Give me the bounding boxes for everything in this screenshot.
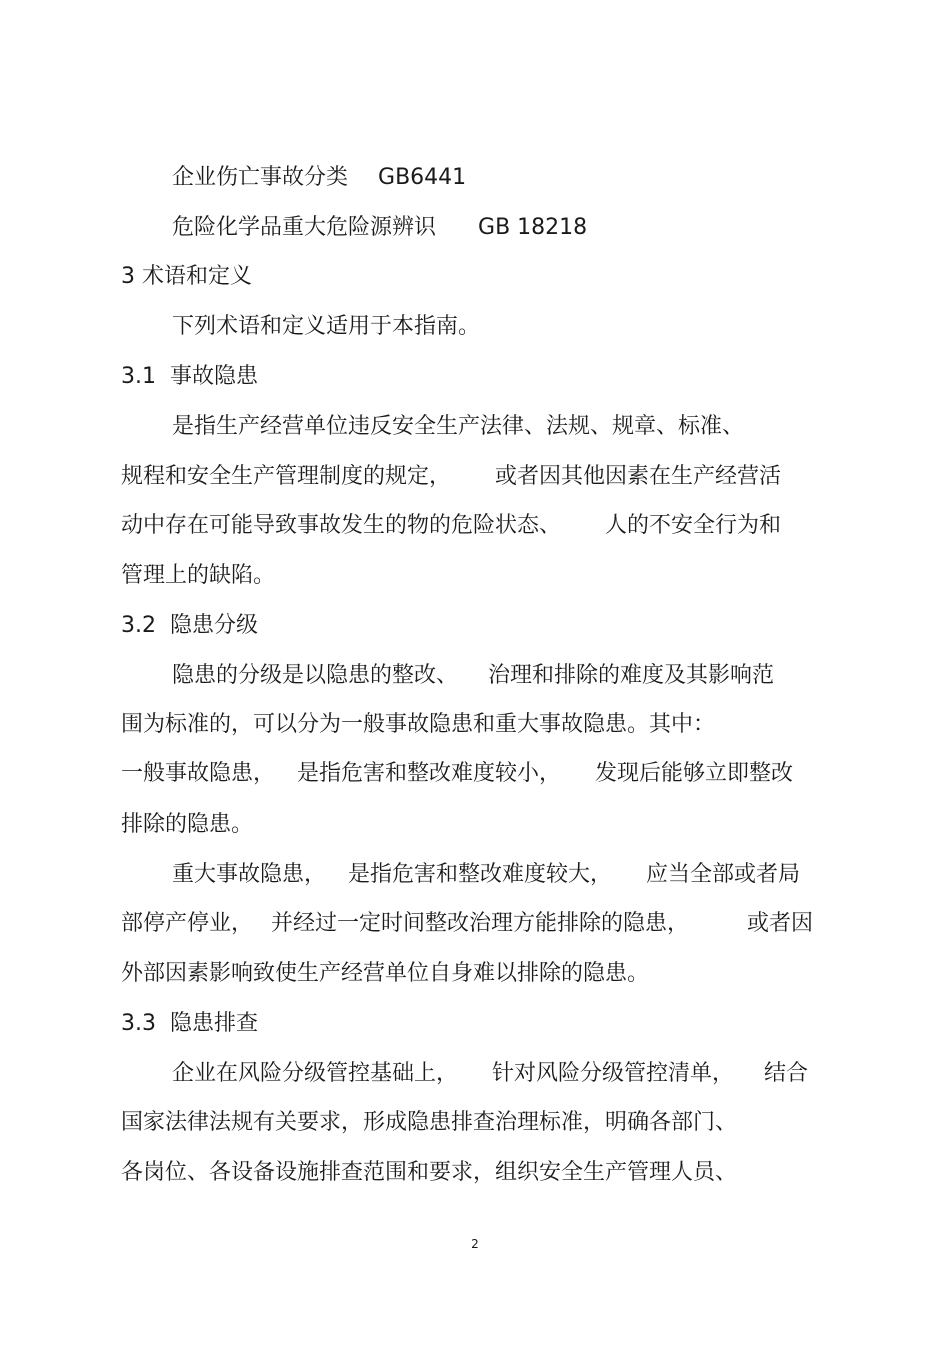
paragraph-line <box>121 759 793 789</box>
paragraph-line <box>172 412 744 442</box>
text-segment: 企业在风险分级管控基础上， <box>172 1061 459 1086</box>
paragraph-line <box>121 710 715 740</box>
text-segment: 动中存在可能导致事故发生的物的危险状态、 <box>121 513 562 538</box>
paragraph-line <box>121 810 253 840</box>
section-heading: 3.3 隐患排查 <box>121 1011 258 1036</box>
paragraph-line <box>121 561 275 591</box>
section-heading: 3.1 事故隐患 <box>121 364 258 389</box>
standard-name: 危险化学品重大危险源辨识 <box>172 215 437 240</box>
paragraph-line <box>172 661 774 691</box>
standard-reference <box>172 163 466 193</box>
text-segment: 是指危害和整改难度较小， <box>297 761 562 786</box>
text-segment: 国家法律法规有关要求，形成隐患排查治理标准，明确各部门、 <box>121 1110 738 1135</box>
text-segment: 结合 <box>764 1061 809 1086</box>
text-segment: 发现后能够立即整改 <box>595 761 794 786</box>
section-heading: 3 术语和定义 <box>121 264 252 289</box>
text-segment: 应当全部或者局 <box>646 862 801 887</box>
text-segment: 人的不安全行为和 <box>605 513 782 538</box>
paragraph-line <box>121 462 781 492</box>
text-segment: 治理和排除的难度及其影响范 <box>488 663 775 688</box>
text-segment: 或者因 <box>747 911 814 936</box>
paragraph-line <box>172 1059 808 1089</box>
text-segment: 管理上的缺陷。 <box>121 563 276 588</box>
page-number: 2 <box>471 1237 479 1251</box>
paragraph-line <box>121 511 781 541</box>
text-segment: 并经过一定时间整改治理方能排除的隐患， <box>271 911 690 936</box>
paragraph-line <box>121 1108 737 1138</box>
paragraph-line <box>121 959 649 989</box>
standard-code: GB6441 <box>378 165 467 190</box>
text-segment: 外部因素影响致使生产经营单位自身难以排除的隐患。 <box>121 961 650 986</box>
paragraph-line <box>121 1158 737 1188</box>
text-segment: 重大事故隐患， <box>172 862 327 887</box>
paragraph-line <box>172 860 800 890</box>
text-segment: 排除的隐患。 <box>121 812 254 837</box>
text-segment: 针对风险分级管控清单， <box>492 1061 735 1086</box>
text-segment: 是指危害和整改难度较大， <box>348 862 613 887</box>
text-segment: 规程和安全生产管理制度的规定， <box>121 464 452 489</box>
standard-code: GB 18218 <box>478 215 588 240</box>
standard-name: 企业伤亡事故分类 <box>172 165 349 190</box>
text-segment: 或者因其他因素在生产经营活 <box>495 464 782 489</box>
section-heading: 3.2 隐患分级 <box>121 613 258 638</box>
text-segment: 各岗位、各设备设施排查范围和要求，组织安全生产管理人员、 <box>121 1160 738 1185</box>
text-segment: 部停产停业， <box>121 911 254 936</box>
text-segment: 一般事故隐患， <box>121 761 276 786</box>
text-segment: 隐患的分级是以隐患的整改、 <box>172 663 459 688</box>
text-segment: 围为标准的，可以分为一般事故隐患和重大事故隐患。其中： <box>121 712 716 737</box>
paragraph-line <box>121 909 813 939</box>
standard-reference <box>172 213 587 243</box>
paragraph-line: 下列术语和定义适用于本指南。 <box>172 314 481 339</box>
text-segment: 是指生产经营单位违反安全生产法律、法规、规章、标准、 <box>172 414 745 439</box>
